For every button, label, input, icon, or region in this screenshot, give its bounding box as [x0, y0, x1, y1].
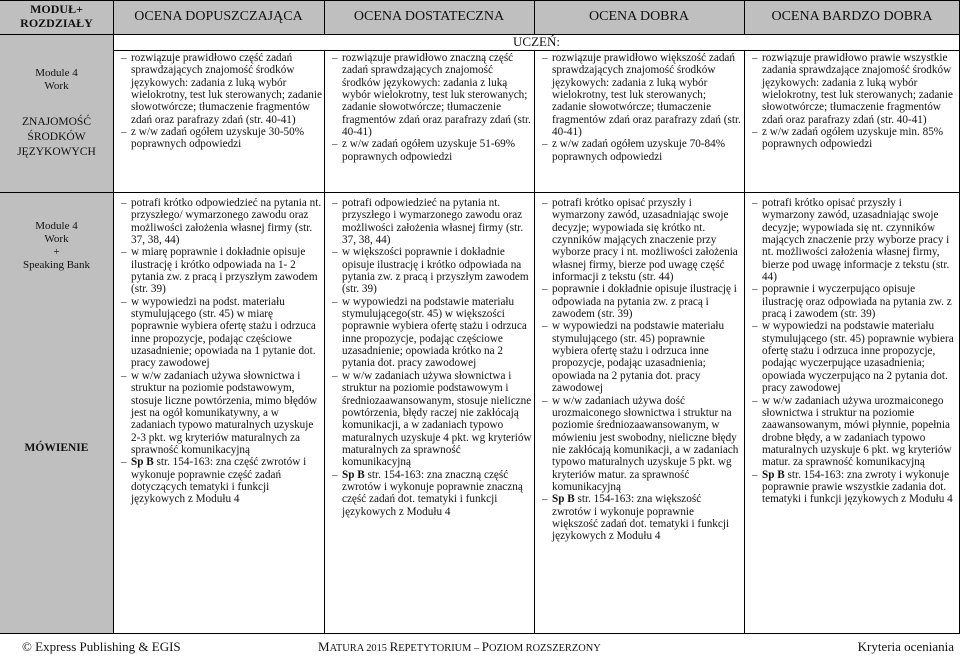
criterion-item	[131, 456, 322, 505]
grid-line	[113, 50, 960, 51]
row-label-speaking	[0, 192, 113, 633]
criterion-item	[762, 469, 957, 506]
criterion-text: str. 154-163: zna część zwrotów i wykonuje poprawnie część zadań dotyczących tematyki i funkcji językowych z Modułu 4	[131, 456, 307, 506]
grid-line	[534, 50, 535, 634]
module-label: Work	[44, 233, 69, 245]
section-label: ŚRODKÓW	[27, 130, 86, 143]
criterion-item: – w w/w zadaniach używa urozmaiconego słownictwa i struktur na poziomie zaawansowanym, mówi płynnie, popełnia drobne błędy, a w zadaniach typowo maturalnych uzyskuje 6 pkt. wg kryteriów matur. za sprawność komunikacyjną	[762, 395, 957, 469]
student-label: UCZEŃ:	[513, 34, 560, 49]
criterion-item: – potrafi krótko opisać przyszły i wymarzony zawód, uzasadniając swoje decyzje; wypowiada się krótko nt. czynników mających znaczenie przy wyborze pracy i nt. możliwości założenia własnej firmy, bierze pod uwagę część informacji z tekstu (str. 44)	[552, 197, 742, 283]
criterion-item: – poprawnie i wyczerpująco opisuje ilustrację oraz odpowiada na pytania zw. z pracą i zawodem (str. 39)	[762, 283, 957, 320]
criterion-item: – rozwiązuje prawidłowo prawie wszystkie zadania sprawdzające znajomość środków językowych: zadania z luką wybór wielokrotny, test luk sterowanych; zadanie słowotwórcze; tłumaczenie fragmentów zdań oraz parafrazy zdań (str. 40-41)	[762, 52, 957, 126]
criterion-item: – poprawnie i dokładnie opisuje ilustrację i odpowiada na pytania zw. z pracą i zawodem (str. 39)	[552, 283, 742, 320]
column-header-dostateczna: OCENA DOSTATECZNA	[353, 9, 505, 24]
speaking-bank-ref: Sp B	[342, 468, 365, 481]
criterion-item	[552, 493, 742, 542]
criterion-item: – potrafi krótko odpowiedzieć na pytania nt. przyszłego/ wymarzonego zawodu oraz możliwości założenia własnej firmy (str. 37, 38, 44)	[131, 197, 322, 246]
speaking-bank-ref: Sp B	[552, 493, 575, 506]
speaking-bank-ref: Sp B	[762, 468, 785, 481]
criterion-item: – rozwiązuje prawidłowo większość zadań sprawdzających znajomość środków językowych: zadania z luką wybór wielokrotny, test luk sterowanych; zadanie słowotwórcze; tłumaczenie fragmentów zdań oraz parafrazy zdań (str. 40-41)	[552, 52, 742, 138]
cell-speaking-dopuszczajaca	[131, 197, 322, 506]
grid-line	[744, 50, 745, 634]
criterion-item: – rozwiązuje prawidłowo część zadań sprawdzających znajomość środków językowych: zadania z luką wybór wielokrotny, test luk sterowanych; zadanie słowotwórcze; tłumaczenie fragmentów zdań oraz parafrazy zdań (str. 40-41)	[131, 52, 322, 126]
footer-copyright: © Express Publishing & EGIS	[22, 639, 181, 654]
corner-header-line: MODUŁ+	[30, 2, 83, 16]
section-label: MÓWIENIE	[24, 442, 89, 454]
row-label-language	[0, 34, 113, 192]
cell-speaking-dobra	[552, 197, 742, 543]
criterion-text: str. 154-163: zna większość zwrotów i wykonuje poprawnie większość zadań dot. tematyki i funkcji językowych z Modułu 4	[552, 493, 730, 543]
criterion-item: – w w/w zadaniach używa słownictwa i struktur na poziomie podstawowym i średniozaawansowanym, stosuje nieliczne powtórzenia, błędy raczej nie zakłócają komunikacji, a w zadaniach typowo maturalnych uzyskuje 4 pkt. wg kryteriów maturalnych za sprawność komunikacyjną	[342, 370, 532, 469]
criterion-item: – w wypowiedzi na podstawie materiału stymulującego(str. 45) w większości poprawnie wybiera ofertę stażu i odrzuca inne propozycje, podając częściowe uzasadnienie; opowiada krótko na 2 pytania dot. pracy zawodowej	[342, 296, 532, 370]
speaking-bank-ref: Sp B	[131, 456, 154, 469]
criterion-item: – w wypowiedzi na podstawie materiału stymulującego (str. 45) poprawnie wybiera ofertę stażu i odrzuca inne propozycje, podając uzasadnienia; opowiada na 2 pytania dot. pracy zawodowej	[552, 320, 742, 394]
footer-title-part: P	[481, 639, 490, 654]
grid-line	[113, 0, 114, 634]
footer-document-type: Kryteria oceniania	[857, 639, 954, 654]
cell-language-dostateczna	[342, 52, 532, 163]
criterion-item: – rozwiązuje prawidłowo znaczną część zadań sprawdzających znajomość środków językowych: zadania z luką wybór wielokrotny, test luk sterowanych; zadanie słowotwórcze; tłumaczenie fragmentów zdań oraz parafrazy zdań (str. 40-41)	[342, 52, 532, 138]
footer-title-part: R	[389, 639, 399, 654]
criterion-item: – z w/w zadań ogółem uzyskuje 30-50% poprawnych odpowiedzi	[131, 126, 322, 151]
criterion-item	[342, 469, 532, 518]
criterion-item: – z w/w zadań ogółem uzyskuje 70-84% poprawnych odpowiedzi	[552, 138, 742, 163]
module-label: Work	[44, 79, 69, 92]
grid-line	[0, 192, 960, 193]
module-label: Speaking Bank	[23, 259, 90, 271]
criterion-item: – w miarę poprawnie i dokładnie opisuje ilustrację i krótko odpowiada na 1- 2 pytania zw. z pracą i przyszłym zawodem (str. 39)	[131, 246, 322, 295]
cell-language-dopuszczajaca	[131, 52, 322, 151]
criterion-item: – w wypowiedzi na podst. materiału stymulującego (str. 45) w miarę poprawnie wybiera ofertę stażu i odrzuca inne propozycje, podając częściowe uzasadnienie; opowiada na 1 pytanie dot. pracy zawodowej	[131, 296, 322, 370]
column-header-bardzo-dobra: OCENA BARDZO DOBRA	[771, 9, 933, 24]
module-label: Module 4	[35, 220, 78, 232]
criterion-item: – w w/w zadaniach używa dość urozmaiconego słownictwa i struktur na poziomie średniozaawansowanym, w mówieniu jest swobodny, nieliczne błędy nie zakłócają komunikacji, a w zadaniach typowo maturalnych uzyskuje 5 pkt. wg kryteriów matur. za sprawność komunikacyjną	[552, 395, 742, 494]
grid-line	[0, 633, 960, 634]
criterion-item: – w w/w zadaniach używa słownictwa i struktur na poziomie podstawowym, stosuje liczne powtórzenia, mimo błędów jest na ogół komunikatywny, a w zadaniach typowo maturalnych uzyskuje 2-3 pkt. wg kryteriów maturalnych za sprawność komunikacyjną	[131, 370, 322, 456]
module-label: Module 4	[35, 66, 78, 79]
section-label: ZNAJOMOŚĆ	[21, 115, 91, 128]
criterion-item: – w większości poprawnie i dokładnie opisuje ilustrację i krótko odpowiada na pytania zw. z pracą i przyszłym zawodem (str. 39)	[342, 246, 532, 295]
criterion-item: – z w/w zadań ogółem uzyskuje 51-69% poprawnych odpowiedzi	[342, 138, 532, 163]
criterion-item: – z w/w zadań ogółem uzyskuje min. 85% poprawnych odpowiedzi	[762, 126, 957, 151]
criterion-text: str. 154-163: zna znaczną część zwrotów i wykonuje poprawnie znaczną część zadań dot. tematyki i funkcji językowych z Modułu 4	[342, 468, 523, 518]
footer-title-part: M	[318, 639, 330, 654]
criterion-item: – potrafi odpowiedzieć na pytania nt. przyszłego i wymarzonego zawodu oraz możliwości założenia własnej firmy (str. 37, 38, 44)	[342, 197, 532, 246]
corner-header	[0, 2, 113, 34]
column-header-dopuszczajaca: OCENA DOPUSZCZAJĄCA	[134, 9, 303, 24]
corner-header-line: ROZDZIAŁY	[20, 16, 93, 30]
footer-title-part: ATURA 2015	[329, 643, 390, 654]
footer-title	[318, 639, 601, 655]
cell-speaking-bardzo-dobra	[762, 197, 957, 506]
cell-language-bardzo-dobra	[762, 52, 957, 151]
criterion-text: str. 154-163: zna zwroty i wykonuje poprawnie prawie wszystkie zadania dot. tematyki i funkcji językowych z Modułu 4	[762, 468, 953, 506]
criterion-item: – w wypowiedzi na podstawie materiału stymulującego (str. 45) poprawnie wybiera ofertę stażu i odrzuca inne propozycje, podając wyczerpujące uzasadnienia; opowiada wyczerpująco na 2 pytania dot. pracy zawodowej	[762, 320, 957, 394]
footer-title-part: OZIOM ROZSZERZONY	[489, 643, 601, 654]
footer-title-part: EPETYTORIUM –	[398, 643, 482, 654]
criterion-item: – potrafi krótko opisać przyszły i wymarzony zawód, uzasadniając swoje decyzje; wypowiada się nt. czynników mających znaczenie przy wyborze pracy i nt. możliwości założenia własnej firmy, bierze pod uwagę informacje z tekstu (str. 44)	[762, 197, 957, 283]
cell-speaking-dostateczna	[342, 197, 532, 518]
grid-line	[324, 50, 325, 634]
column-header-dobra: OCENA DOBRA	[589, 9, 689, 24]
module-label: +	[53, 246, 60, 258]
section-label: JĘZYKOWYCH	[17, 145, 96, 158]
cell-language-dobra	[552, 52, 742, 163]
